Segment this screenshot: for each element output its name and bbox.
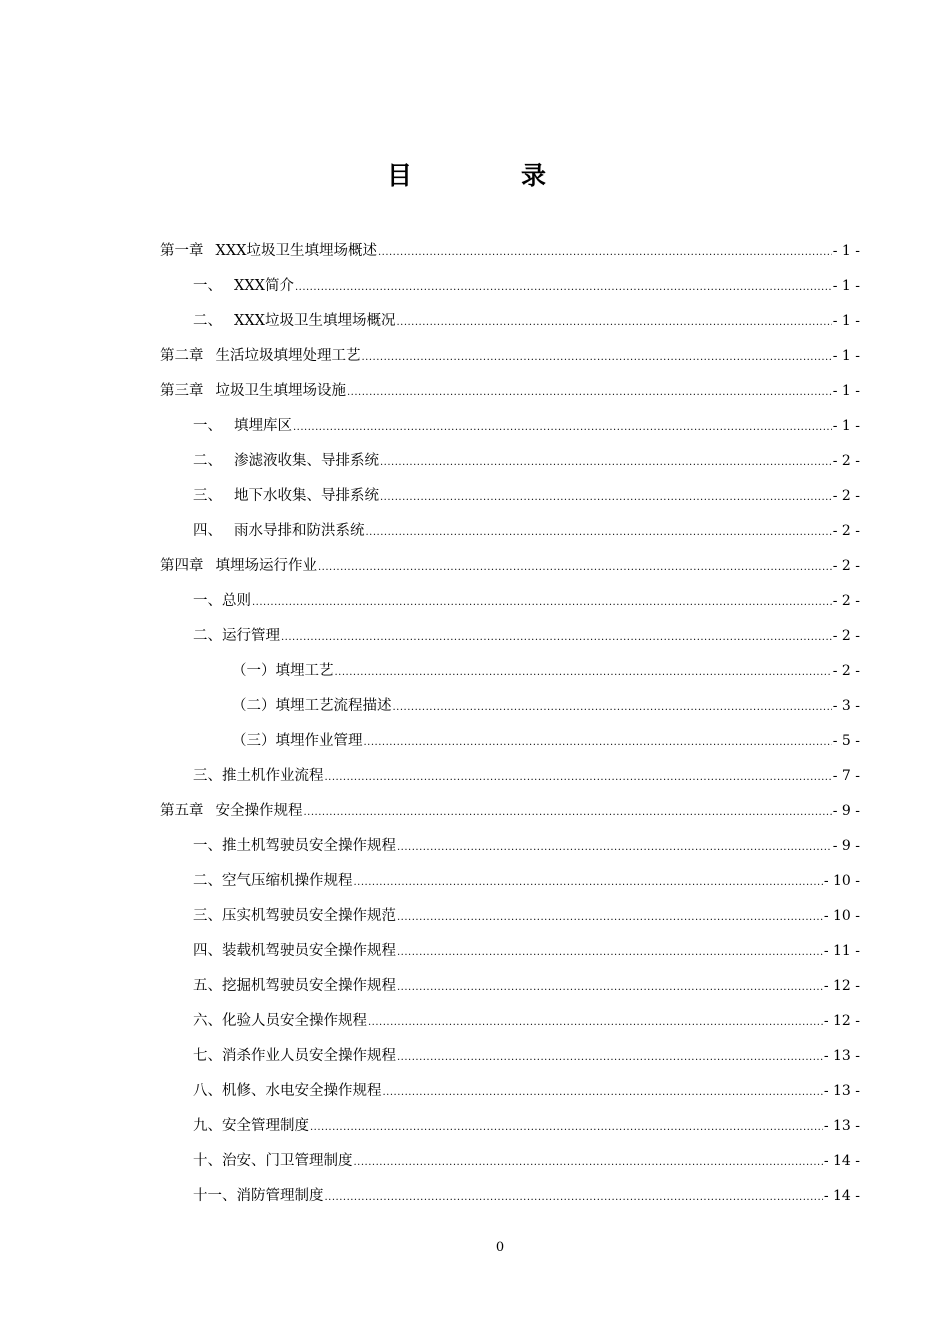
page-number: 0 [495, 1240, 505, 1255]
toc-entry-title: 九、安全管理制度 [193, 1118, 309, 1134]
toc-entry-page: - 2 - [832, 453, 860, 469]
toc-entry-page: - 14 - [823, 1153, 860, 1169]
toc-leader-dots [362, 340, 832, 375]
toc-entry-text [193, 1039, 396, 1074]
toc-entry-text [160, 234, 377, 269]
toc-entry[interactable] [160, 304, 860, 339]
toc-entry-label: 二、 [193, 313, 222, 329]
toc-leader-dots [293, 410, 832, 445]
table-of-contents [160, 234, 860, 1214]
toc-entry-title: XXX垃圾卫生填埋场概述 [215, 243, 377, 259]
toc-entry-page: - 13 - [823, 1118, 860, 1134]
toc-entry-page: - 5 - [832, 733, 860, 749]
toc-entry-text [160, 339, 361, 374]
toc-leader-dots [310, 1110, 823, 1145]
toc-entry[interactable] [160, 584, 860, 619]
toc-entry-page: - 2 - [832, 663, 860, 679]
toc-entry-title: 十一、消防管理制度 [193, 1188, 324, 1204]
toc-entry-title: 雨水导排和防洪系统 [234, 523, 365, 539]
toc-entry-text [193, 1144, 353, 1179]
toc-entry[interactable] [160, 549, 860, 584]
toc-entry-title: （三）填埋作业管理 [232, 733, 363, 749]
toc-leader-dots [304, 795, 832, 830]
toc-entry-text [193, 759, 324, 794]
toc-entry[interactable] [160, 1074, 860, 1109]
toc-entry-page: - 2 - [832, 628, 860, 644]
toc-entry-title: XXX垃圾卫生填埋场概况 [234, 313, 396, 329]
toc-leader-dots [378, 235, 832, 270]
toc-entry[interactable] [160, 409, 860, 444]
toc-entry-title: 七、消杀作业人员安全操作规程 [193, 1048, 396, 1064]
toc-leader-dots [347, 375, 832, 410]
toc-entry-page: - 1 - [832, 383, 860, 399]
toc-entry-title: 填埋库区 [234, 418, 292, 434]
toc-entry-page: - 10 - [823, 908, 860, 924]
toc-leader-dots [318, 550, 832, 585]
toc-entry-page: - 2 - [832, 593, 860, 609]
toc-entry-text [232, 654, 334, 689]
toc-entry-text [193, 304, 395, 339]
toc-leader-dots [380, 480, 832, 515]
toc-entry[interactable] [160, 724, 860, 759]
toc-leader-dots [325, 1180, 823, 1215]
toc-entry-label: 三、 [193, 488, 222, 504]
toc-entry-text [232, 724, 363, 759]
toc-entry-text [193, 514, 365, 549]
toc-entry[interactable] [160, 899, 860, 934]
toc-leader-dots [397, 970, 823, 1005]
toc-entry-label: 二、 [193, 453, 222, 469]
toc-entry[interactable] [160, 829, 860, 864]
toc-entry-page: - 3 - [832, 698, 860, 714]
toc-entry[interactable] [160, 1004, 860, 1039]
toc-entry-label: 第四章 [160, 558, 204, 574]
toc-leader-dots [368, 1005, 823, 1040]
toc-entry[interactable] [160, 339, 860, 374]
toc-leader-dots [397, 830, 832, 865]
toc-entry-page: - 12 - [823, 1013, 860, 1029]
toc-entry-text [193, 1004, 367, 1039]
toc-entry-title: 填埋场运行作业 [215, 558, 317, 574]
toc-entry-page: - 14 - [823, 1188, 860, 1204]
toc-entry-page: - 7 - [832, 768, 860, 784]
toc-entry-text [232, 689, 392, 724]
toc-entry-label: 第一章 [160, 243, 204, 259]
toc-entry[interactable] [160, 234, 860, 269]
toc-entry-title: 二、运行管理 [193, 628, 280, 644]
toc-entry-text [193, 269, 294, 304]
toc-entry-page: - 1 - [832, 418, 860, 434]
toc-entry[interactable] [160, 1109, 860, 1144]
toc-entry-text [193, 1074, 382, 1109]
toc-entry-text [193, 619, 280, 654]
toc-entry[interactable] [160, 1144, 860, 1179]
toc-entry-title: 安全操作规程 [215, 803, 303, 819]
toc-entry[interactable] [160, 514, 860, 549]
toc-entry-text [193, 1109, 309, 1144]
toc-entry-page: - 13 - [823, 1048, 860, 1064]
toc-entry-page: - 1 - [832, 278, 860, 294]
toc-entry-page: - 2 - [832, 523, 860, 539]
toc-entry-title: 八、机修、水电安全操作规程 [193, 1083, 382, 1099]
toc-entry-title: 生活垃圾填埋处理工艺 [215, 348, 361, 364]
toc-entry-page: - 10 - [823, 873, 860, 889]
toc-entry-page: - 2 - [832, 558, 860, 574]
toc-entry-page: - 2 - [832, 488, 860, 504]
toc-entry-text [160, 794, 303, 829]
toc-entry-label: 一、 [193, 418, 222, 434]
toc-entry-page: - 11 - [823, 943, 860, 959]
toc-entry-label: 第二章 [160, 348, 204, 364]
toc-entry-text [160, 374, 346, 409]
toc-entry-page: - 1 - [832, 348, 860, 364]
toc-title: 目 录 [386, 161, 588, 190]
toc-leader-dots [354, 1145, 823, 1180]
toc-entry-title: 二、空气压缩机操作规程 [193, 873, 353, 889]
toc-entry-text [193, 1179, 324, 1214]
toc-leader-dots [393, 690, 832, 725]
toc-entry-title: 一、总则 [193, 593, 251, 609]
toc-entry[interactable] [160, 619, 860, 654]
toc-entry[interactable] [160, 934, 860, 969]
toc-leader-dots [295, 270, 832, 305]
toc-leader-dots [364, 725, 832, 760]
toc-entry-title: （一）填埋工艺 [232, 663, 334, 679]
toc-entry-text [193, 444, 379, 479]
toc-entry-page: - 1 - [832, 243, 860, 259]
toc-entry-title: 一、推土机驾驶员安全操作规程 [193, 838, 396, 854]
toc-entry-title: 六、化验人员安全操作规程 [193, 1013, 367, 1029]
toc-entry[interactable] [160, 969, 860, 1004]
toc-entry-page: - 13 - [823, 1083, 860, 1099]
toc-leader-dots [354, 865, 823, 900]
toc-entry-text [193, 409, 292, 444]
toc-entry-text [193, 899, 396, 934]
toc-entry[interactable] [160, 794, 860, 829]
toc-leader-dots [396, 305, 831, 340]
toc-entry-title: 五、挖掘机驾驶员安全操作规程 [193, 978, 396, 994]
toc-entry-title: 垃圾卫生填埋场设施 [215, 383, 346, 399]
toc-entry-title: 四、装载机驾驶员安全操作规程 [193, 943, 396, 959]
toc-entry[interactable] [160, 1179, 860, 1214]
toc-entry-text [193, 969, 396, 1004]
toc-entry-text [160, 549, 317, 584]
toc-leader-dots [252, 585, 832, 620]
toc-entry[interactable] [160, 269, 860, 304]
toc-entry[interactable] [160, 374, 860, 409]
toc-entry-page: - 1 - [832, 313, 860, 329]
toc-entry-text [193, 829, 396, 864]
toc-entry-label: 第五章 [160, 803, 204, 819]
toc-entry[interactable] [160, 1039, 860, 1074]
toc-leader-dots [335, 655, 832, 690]
toc-leader-dots [366, 515, 832, 550]
toc-entry-page: - 9 - [832, 803, 860, 819]
toc-leader-dots [397, 935, 823, 970]
toc-entry-label: 一、 [193, 278, 222, 294]
toc-entry-label: 四、 [193, 523, 222, 539]
toc-entry-text [193, 934, 396, 969]
toc-entry[interactable] [160, 479, 860, 514]
toc-entry-title: 十、治安、门卫管理制度 [193, 1153, 353, 1169]
toc-entry-page: - 9 - [832, 838, 860, 854]
toc-leader-dots [380, 445, 832, 480]
toc-entry-page: - 12 - [823, 978, 860, 994]
toc-entry-title: （二）填埋工艺流程描述 [232, 698, 392, 714]
toc-leader-dots [397, 900, 823, 935]
toc-entry[interactable] [160, 759, 860, 794]
toc-entry-title: 地下水收集、导排系统 [234, 488, 379, 504]
toc-leader-dots [397, 1040, 823, 1075]
toc-leader-dots [383, 1075, 823, 1110]
toc-entry[interactable] [160, 864, 860, 899]
toc-entry-title: 三、压实机驾驶员安全操作规范 [193, 908, 396, 924]
toc-entry-title: 渗滤液收集、导排系统 [234, 453, 379, 469]
toc-entry[interactable] [160, 689, 860, 724]
toc-entry-title: 三、推土机作业流程 [193, 768, 324, 784]
toc-entry[interactable] [160, 444, 860, 479]
toc-leader-dots [281, 620, 832, 655]
toc-leader-dots [325, 760, 832, 795]
toc-entry-text [193, 864, 353, 899]
toc-entry-title: XXX简介 [234, 278, 294, 294]
toc-entry-text [193, 584, 251, 619]
toc-entry[interactable] [160, 654, 860, 689]
toc-entry-label: 第三章 [160, 383, 204, 399]
toc-entry-text [193, 479, 379, 514]
